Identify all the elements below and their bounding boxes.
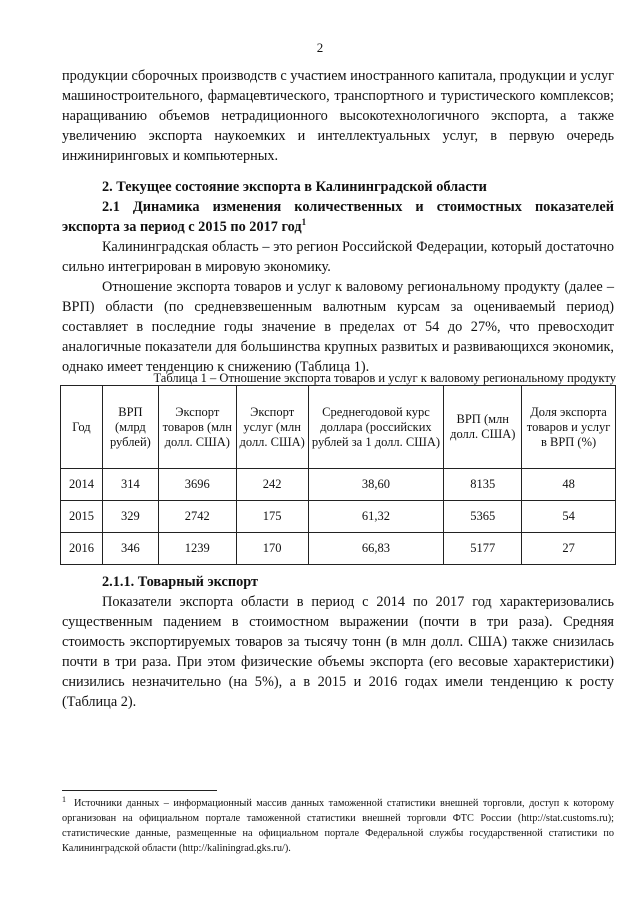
table-cell: 242 [236,469,308,501]
table-cell: 61,32 [308,501,444,533]
table-cell: 27 [522,533,616,565]
section-2-1-heading [62,197,614,237]
table-cell: 2015 [61,501,103,533]
section-2-paragraph-1: Калининградская область – это регион Российской Федерации, который достаточно сильно интегрирован в мировую экономику. [62,239,614,275]
table-cell: 5177 [444,533,522,565]
table-row [61,469,616,501]
table-cell: 48 [522,469,616,501]
table-cell: 170 [236,533,308,565]
footnote [62,796,614,856]
table-cell: 314 [102,469,158,501]
section-2-paragraph-2: Отношение экспорта товаров и услуг к валовому региональному продукту (далее – ВРП) области (по средневзвешенным валютным курсам за оцениваемый период) составляет в последние годы значение в пределах от 54 до 27%, что превосходит аналогичные показатели для большинства крупных развитых и развивающихся экономик, однако имеет тенденцию к снижению (Таблица 1). [62,279,614,375]
table-header-cell: ВРП (млн долл. США) [444,386,522,469]
section-2-1-1-heading: 2.1.1. Товарный экспорт [102,574,259,590]
table-row [61,533,616,565]
table-cell: 346 [102,533,158,565]
table-cell: 2742 [158,501,236,533]
table-cell: 54 [522,501,616,533]
table-cell: 8135 [444,469,522,501]
table-header-cell: ВРП (млрд рублей) [102,386,158,469]
section-2-heading: 2. Текущее состояние экспорта в Калининградской области [102,179,487,195]
table-cell: 329 [102,501,158,533]
footnote-text: Источники данных – информационный массив данных таможенной статистики внешней торговли, доступ к которому организован на официальном портале таможенной статистики внешней торговли ФТС России (http://stat.customs.ru); статистические данные, размещенные на официальном портале Федеральной службы государственной статистики по Калининградской области (http://kaliningrad.gks.ru/). [62,798,614,854]
section-2-1-1 [62,572,614,712]
table-cell: 3696 [158,469,236,501]
table-header-cell: Год [61,386,103,469]
table-row [61,501,616,533]
table-cell: 66,83 [308,533,444,565]
intro-text: продукции сборочных производств с участием иностранного капитала, продукции и услуг машиностроительного, фармацевтического, транспортного и туристического комплексов; наращиванию объемов нетрадиционного высокотехнологичного экспорта, а также увеличению экспорта наукоемких и интеллектуальных услуг, в первую очередь инжиниринговых и компьютерных. [62,68,614,164]
table-cell: 38,60 [308,469,444,501]
table-1-caption: Таблица 1 – Отношение экспорта товаров и услуг к валовому региональному продукту [153,371,616,385]
section-2 [62,177,614,377]
table-header-cell: Экспорт услуг (млн долл. США) [236,386,308,469]
section-2-1-heading-text: 2.1 Динамика изменения количественных и стоимостных показателей экспорта за период с 2015 по 2017 год [62,199,614,235]
table-header-cell: Доля экспорта товаров и услуг в ВРП (%) [522,386,616,469]
section-2-1-1-paragraph: Показатели экспорта области в период с 2014 по 2017 год характеризовались существенным падением в стоимостном выражении (почти в три раза). Средняя стоимость экспортируемых товаров за тысячу тонн (в млн долл. США) также снизилась почти в три раза. При этом физические объемы экспорта (его весовые характеристики) снизились незначительно (на 5%), а в 2015 и 2016 годах имели тенденцию к росту (Таблица 2). [62,594,614,710]
table-cell: 2016 [61,533,103,565]
table-cell: 175 [236,501,308,533]
page-number: 2 [316,40,324,55]
intro-paragraph [62,66,614,166]
table-header-cell: Среднегодовой курс доллара (российских рублей за 1 долл. США) [308,386,444,469]
table-header-row [61,386,616,469]
table-header-cell: Экспорт товаров (млн долл. США) [158,386,236,469]
table-cell: 2014 [61,469,103,501]
table-cell: 5365 [444,501,522,533]
footnote-mark: 1 [62,794,66,804]
footnote-divider [62,790,217,791]
table-1 [60,385,616,565]
table-cell: 1239 [158,533,236,565]
footnote-ref[interactable]: 1 [301,217,307,228]
